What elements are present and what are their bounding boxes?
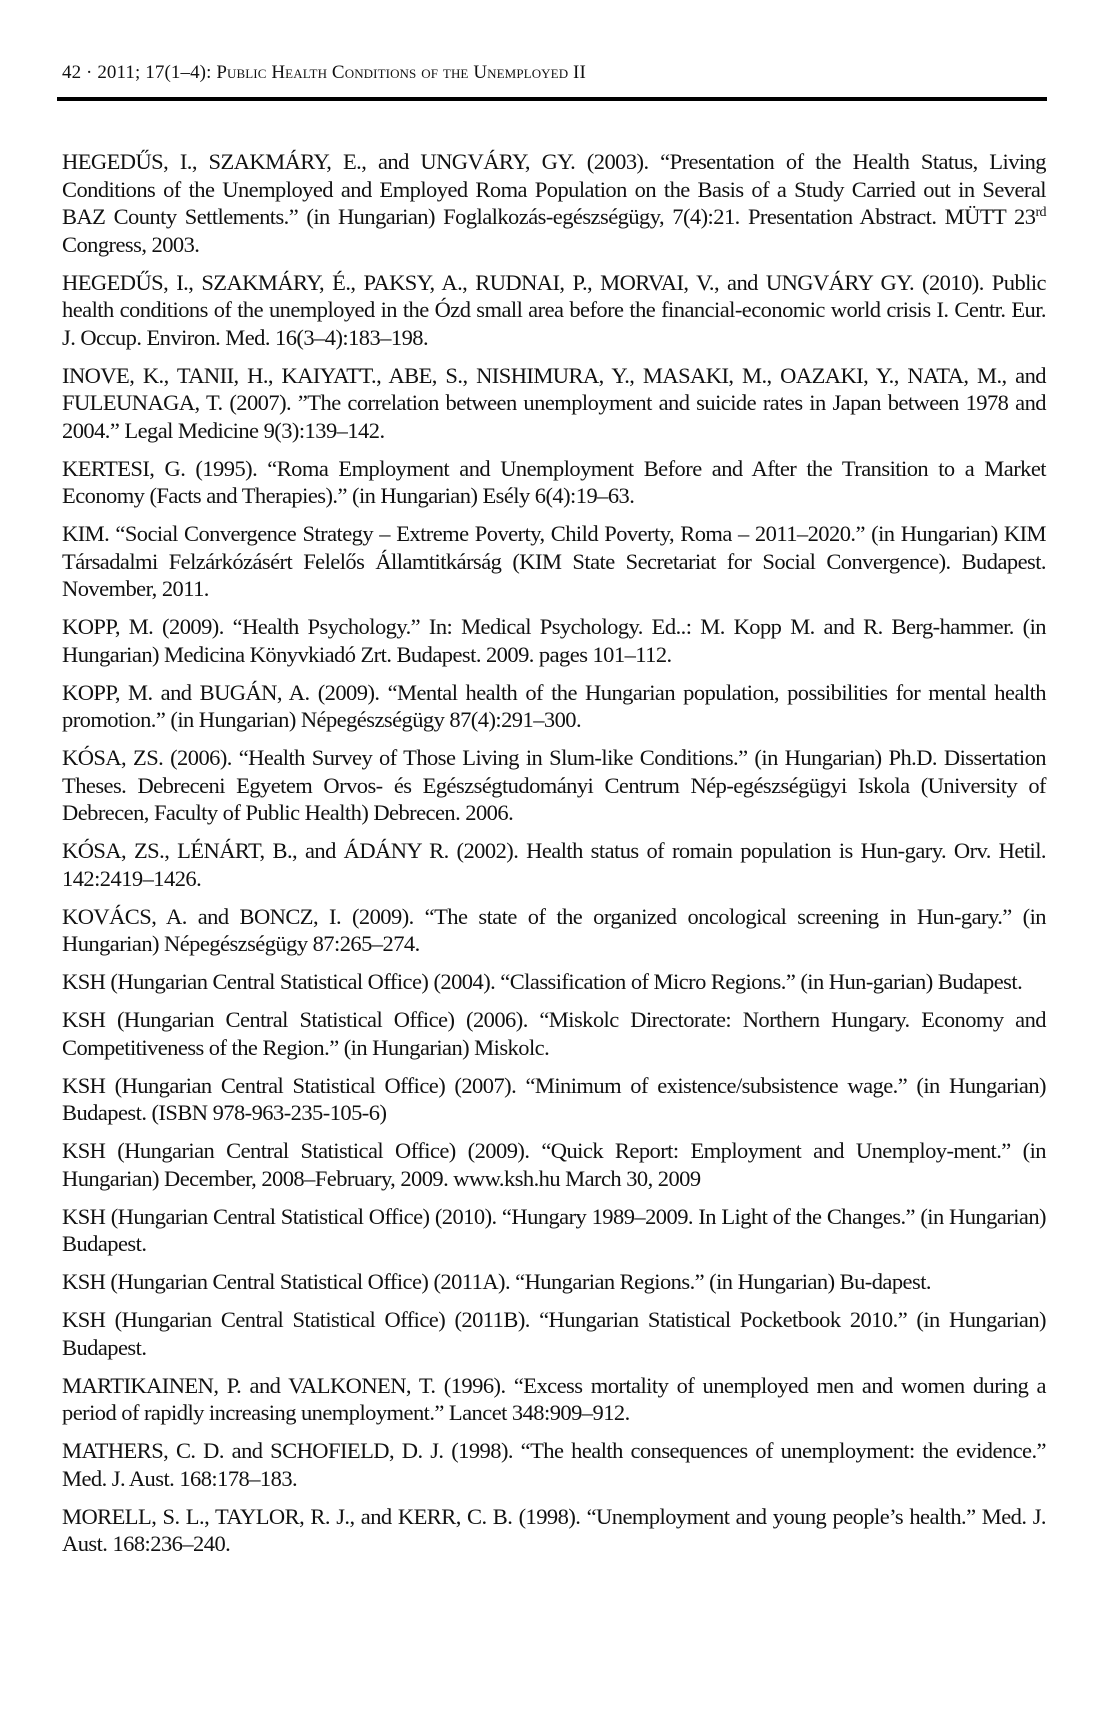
superscript: rd	[1035, 205, 1046, 220]
reference-item: MARTIKAINEN, P. and VALKONEN, T. (1996). “Excess mortality of unemployed men and women during a period of rapidly increasing unemployment.” Lancet 348:909–912.	[62, 1372, 1046, 1425]
header-page-info: 42 · 2011; 17(1–4):	[62, 62, 217, 83]
reference-item: KSH (Hungarian Central Statistical Office) (2007). “Minimum of existence/subsistence wage.” (in Hungarian) Budapest. (ISBN 978-963-235-105-6)	[62, 1072, 1046, 1125]
reference-item: KSH (Hungarian Central Statistical Office) (2011A). “Hungarian Regions.” (in Hungarian) Bu-dapest.	[62, 1269, 931, 1294]
header-rule	[57, 97, 1047, 101]
reference-item: KOVÁCS, A. and BONCZ, I. (2009). “The state of the organized oncological screening in Hun-gary.” (in Hungarian) Népegészségügy 87:265–274.	[62, 903, 1046, 956]
reference-item: KOPP, M. and BUGÁN, A. (2009). “Mental health of the Hungarian population, possibilities for mental health promotion.” (in Hungarian) Népegészségügy 87(4):291–300.	[62, 679, 1046, 732]
reference-item: KÓSA, ZS., LÉNÁRT, B., and ÁDÁNY R. (2002). Health status of romain population is Hun-gary. Orv. Hetil. 142:2419–1426.	[62, 838, 1046, 891]
reference-item: KSH (Hungarian Central Statistical Office) (2010). “Hungary 1989–2009. In Light of the Changes.” (in Hungarian) Budapest.	[62, 1203, 1046, 1256]
reference-item: MORELL, S. L., TAYLOR, R. J., and KERR, C. B. (1998). “Unemployment and young people’s health.” Med. J. Aust. 168:236–240.	[62, 1503, 1046, 1556]
reference-item: HEGEDŰS, I., SZAKMÁRY, É., PAKSY, A., RUDNAI, P., MORVAI, V., and UNGVÁRY GY. (2010). Public health conditions of the unemployed in the Ózd small area before the financial-economic world crisis I. Centr. Eur. J. Occup. Environ. Med. 16(3–4):183–198.	[62, 269, 1046, 350]
reference-item: KÓSA, ZS. (2006). “Health Survey of Those Living in Slum-like Conditions.” (in Hungarian) Ph.D. Dissertation Theses. Debreceni Egyetem Orvos- és Egészségtudományi Centrum Nép-egészségügyi Iskola (University of Debrecen, Faculty of Public Health) Debrecen. 2006.	[62, 745, 1046, 825]
reference-item: KSH (Hungarian Central Statistical Office) (2011B). “Hungarian Statistical Pocketbook 2010.” (in Hungarian) Budapest.	[62, 1307, 1046, 1360]
reference-item: KIM. “Social Convergence Strategy – Extreme Poverty, Child Poverty, Roma – 2011–2020.” (in Hungarian) KIM Társadalmi Felzárkózásért Felelős Államtitkárság (KIM State Secretariat for Social Convergence). Budapest. November, 2011.	[62, 521, 1046, 601]
reference-item: KSH (Hungarian Central Statistical Office) (2006). “Miskolc Directorate: Northern Hungary. Economy and Competitiveness of the Region.” (in Hungarian) Miskolc.	[62, 1007, 1046, 1060]
header-title: Public Health Conditions of the Unemployed II	[216, 62, 586, 83]
reference-item: KSH (Hungarian Central Statistical Office) (2009). “Quick Report: Employment and Unemploy-ment.” (in Hungarian) December, 2008–February, 2009. www.ksh.hu March 30, 2009	[62, 1138, 1046, 1191]
reference-list	[62, 148, 1046, 1568]
reference-item: MATHERS, C. D. and SCHOFIELD, D. J. (1998). “The health consequences of unemployment: the evidence.” Med. J. Aust. 168:178–183.	[62, 1438, 1046, 1491]
reference-item: INOVE, K., TANII, H., KAIYATT., ABE, S., NISHIMURA, Y., MASAKI, M., OAZAKI, Y., NATA, M., and FULEUNAGA, T. (2007). ”The correlation between unemployment and suicide rates in Japan between 1978 and 2004.” Legal Medicine 9(3):139–142.	[62, 362, 1046, 443]
running-header	[62, 62, 1047, 84]
reference-item: KSH (Hungarian Central Statistical Office) (2004). “Classification of Micro Regions.” (in Hun-garian) Budapest.	[62, 969, 1023, 994]
reference-item: KERTESI, G. (1995). “Roma Employment and Unemployment Before and After the Transition to a Market Economy (Facts and Therapies).” (in Hungarian) Esély 6(4):19–63.	[62, 455, 1046, 508]
reference-item: HEGEDŰS, I., SZAKMÁRY, E., and UNGVÁRY, GY. (2003). “Presentation of the Health Status, Living Conditions of the Unemployed and Employed Roma Population on the Basis of a Study Carried out in Several BAZ County Settlements.” (in Hungarian) Foglalkozás-egészségügy, 7(4):21. Presentation Abstract. MÜTT 23rd Congress, 2003.	[62, 149, 1046, 257]
reference-item: KOPP, M. (2009). “Health Psychology.” In: Medical Psychology. Ed..: M. Kopp M. and R. Berg-hammer. (in Hungarian) Medicina Könyvkiadó Zrt. Budapest. 2009. pages 101–112.	[62, 614, 1046, 667]
